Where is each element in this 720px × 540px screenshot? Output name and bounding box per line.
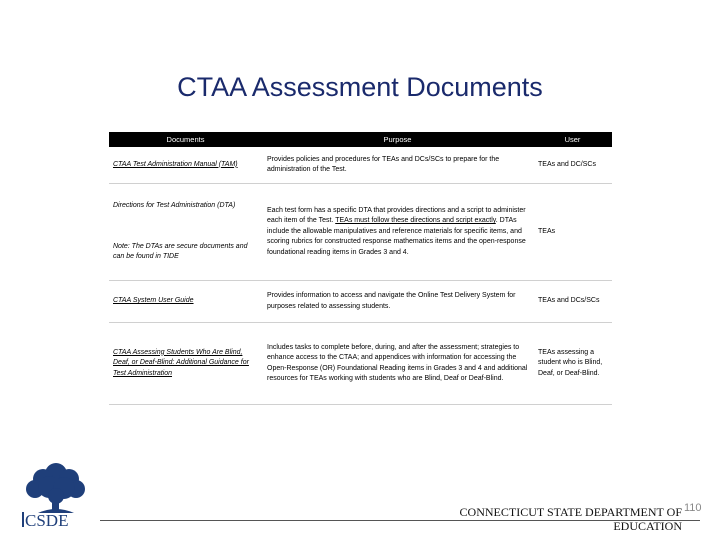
header-purpose: Purpose bbox=[262, 132, 533, 147]
table-row bbox=[109, 147, 612, 184]
document-cell bbox=[109, 323, 262, 405]
dta-purpose-emphasis: TEAs must follow these directions and script exactly bbox=[335, 217, 496, 225]
tree-icon bbox=[26, 463, 85, 513]
assessing-students-guide-link[interactable]: CTAA Assessing Students Who Are Blind, Deaf, or Deaf-Blind: Additional Guidance for Test Administration bbox=[113, 348, 249, 377]
purpose-cell bbox=[262, 184, 533, 281]
table-row bbox=[109, 184, 612, 281]
documents-table bbox=[109, 132, 612, 405]
system-user-guide-link[interactable]: CTAA System User Guide bbox=[113, 297, 194, 305]
dta-purpose-part-c: . DTAs include the allowable manipulatives and reference materials for specific items, and scoring rubrics for constructed response mathematics items and the open-response foundational reading items in Grades 3 and 4. bbox=[267, 217, 526, 256]
purpose-cell: Provides policies and procedures for TEAs and DCs/SCs to prepare for the administration of the Test. bbox=[262, 147, 533, 184]
page-number: 110 bbox=[684, 502, 702, 514]
header-user: User bbox=[533, 132, 612, 147]
document-cell bbox=[109, 147, 262, 184]
user-cell: TEAs assessing a student who is Blind, Deaf, or Deaf-Blind. bbox=[533, 323, 612, 405]
logo-text: CSDE bbox=[25, 511, 69, 528]
user-cell: TEAs and DC/SCs bbox=[533, 147, 612, 184]
dta-purpose-part-a: Each test form has a specific DTA that provides directions and a script to administer each item of the Test. bbox=[267, 206, 526, 225]
table-row bbox=[109, 281, 612, 323]
document-cell bbox=[109, 281, 262, 323]
header-documents: Documents bbox=[109, 132, 262, 147]
user-cell: TEAs bbox=[533, 184, 612, 281]
user-cell: TEAs and DCs/SCs bbox=[533, 281, 612, 323]
purpose-cell: Provides information to access and navigate the Online Test Delivery System for purposes related to assessing students. bbox=[262, 281, 533, 323]
table-row bbox=[109, 323, 612, 405]
dta-title: Directions for Test Administration (DTA) bbox=[113, 202, 236, 210]
dta-secure-note: Note: The DTAs are secure documents and can be found in TIDE bbox=[113, 242, 248, 261]
document-cell bbox=[109, 184, 262, 281]
csde-logo bbox=[12, 458, 102, 528]
table-header-row bbox=[109, 132, 612, 147]
page-title: CTAA Assessment Documents bbox=[177, 72, 543, 102]
tam-link[interactable]: CTAA Test Administration Manual (TAM) bbox=[113, 160, 238, 168]
footer-org-name: CONNECTICUT STATE DEPARTMENT OF EDUCATION bbox=[459, 505, 682, 533]
purpose-cell: Includes tasks to complete before, during, and after the assessment; strategies to enhance access to the CTAA; and appendices with information for accessing the Open-Response (OR) Foundational Reading items in Grades 3 and 4 and additional resources for TEAs working with students who are Blind, Deaf or Deaf-Blind. bbox=[262, 323, 533, 405]
